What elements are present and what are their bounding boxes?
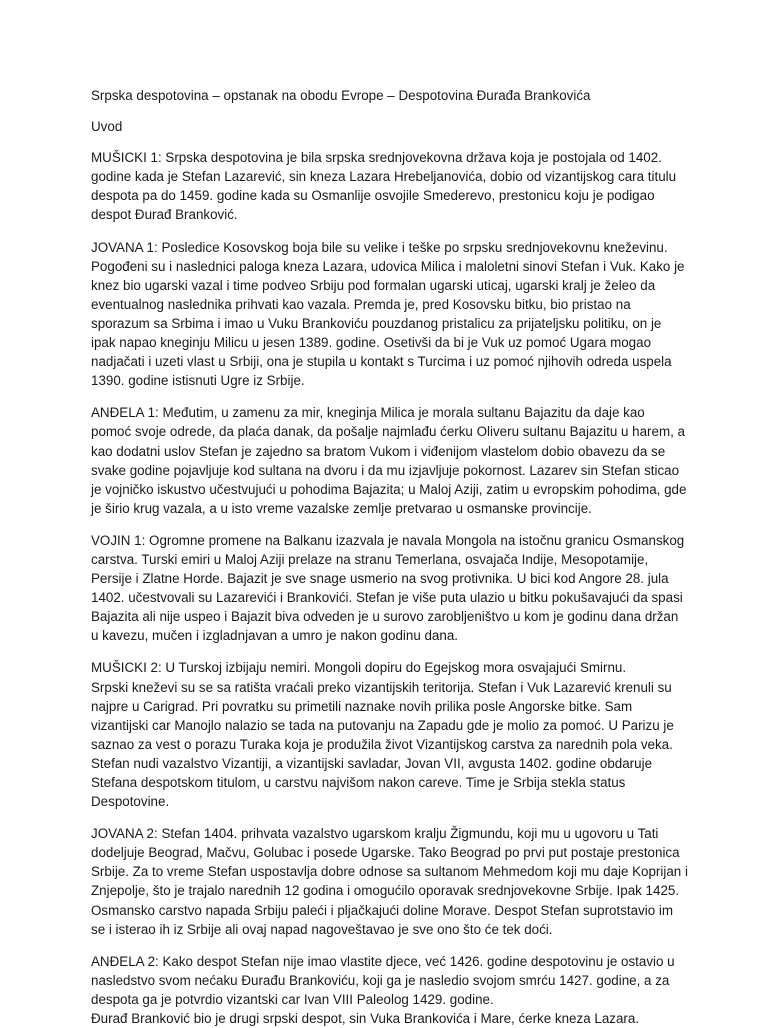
paragraph-andjela-1: ANĐELA 1: Međutim, u zamenu za mir, kneginja Milica je morala sultanu Bajazitu da daje kao pomoć svoje odrede, da plaća danak, da pošalje najmlađu ćerku Oliveru sultanu Bajazitu u harem, a kao dodatni uslov Stefan je zajedno sa bratom Vukom i viđenijom vlastelom dobio obavezu da se svake godine pojavljuje kod sultana na dvoru i da mu izjavljuje pokornost. Lazarev sin Stefan sticao je vojničko iskustvo učestvujući u pohodima Bajazita; u Maloj Aziji, zatim u evropskim pohodima, gde je širio krug vazala, a u isto vreme vazalske zemlje pretvarao u osmanske provincije.: [91, 405, 687, 516]
document-title: Srpska despotovina – opstanak na obodu Evrope – Despotovina Đurađa Brankovića: [91, 88, 591, 103]
paragraph-musicki-1: MUŠICKI 1: Srpska despotovina je bila srpska srednjovekovna država koja je postojala od 1402. godine kada je Stefan Lazarević, sin kneza Lazara Hrebeljanovića, dobio od vizantijskog cara titulu despota pa do 1459. godine kada su Osmanlije osvojile Smederevo, prestonicu koju je podigao despot Đurađ Branković.: [91, 150, 677, 223]
paragraph-andjela-2: ANĐELA 2: Kako despot Stefan nije imao vlastite djece, već 1426. godine despotovinu je ostavio u nasledstvo svom nećaku Đurađu Brankoviću, koji ga je nasledio svojom smrću 1427. godine, a za despota ga je potvrdio vizantski car Ivan VIII Paleolog 1429. godine.: [91, 953, 675, 1007]
paragraph-vojin-1: VOJIN 1: Ogromne promene na Balkanu izazvala je navala Mongola na istočnu granicu Osmanskog carstva. Turski emiri u Maloj Aziji prelaze na stranu Temerlana, osvajača Indije, Mesopotamije, Persije i Zlatne Horde. Bajazit je sve snage usmerio na svog protivnika. U bici kod Angore 28. jula 1402. učestvovali su Lazarevići i Brankovići. Stefan je više puta ulazio u bitku pokušavajući da spasi Bajazita ali nije uspeo i Bajazit biva odveden je u surovo zarobljeništvo u kom je godinu dana držan u kavezu, mučen i izgladnjavan a umro je nakon godinu dana.: [91, 532, 685, 644]
paragraph-jovana-1: JOVANA 1: Posledice Kosovskog boja bile su velike i teške po srpsku srednjovekovnu kneževinu. Pogođeni su i naslednici paloga kneza Lazara, udovica Milica i maloletni sinovi Stefan i Vuk. Kako je knez bio ugarski vazal i time podveo Srbiju pod formalan ugarski uticaj, ugarski kralj je želeo da eventualnog naslednika prihvati kao vazala. Premda je, pred Kosovsku bitku, bio pristao na sporazum sa Srbima i imao u Vuku Brankoviću pouzdanog pristalicu za prijateljsku politiku, on je ipak napao kneginju Milicu u jesen 1389. godine. Osetivši da bi je Vuk uz pomoć Ugara mogao nadjačati i uzeti vlast u Srbiji, ona je stupila u kontakt s Turcima i uz pomoć njihovih odreda uspela 1390. godine istisnuti Ugre iz Srbije.: [91, 239, 685, 389]
paragraph-jovana-2: JOVANA 2: Stefan 1404. prihvata vazalstvo ugarskom kralju Žigmundu, koji mu u ugovoru u Tati dodeljuje Beograd, Mačvu, Golubac i posede Ugarske. Tako Beograd po prvi put postaje prestonica Srbije. Za to vreme Stefan uspostavlja dobre odnose sa sultanom Mehmedom koji mu daje Koprijan i Znjepolje, što je trajalo narednih 12 godina i omogućilo oporavak srednjovekovne Srbije. Ipak 1425. Osmansko carstvo napada Srbiju paleći i pljačkajući doline Morave. Despot Stefan suprotstavio im se i isterao ih iz Srbije ali ovaj napad nagoveštavao je sve ono što će tek doći.: [91, 826, 688, 937]
paragraph-djuradj: Đurađ Branković bio je drugi srpski despot, sin Vuka Brankovića i Mare, ćerke kneza Lazara.: [91, 1011, 640, 1027]
section-heading: Uvod: [91, 119, 123, 135]
paragraph-musicki-2: MUŠICKI 2: U Turskoj izbijaju nemiri. Mongoli dopiru do Egejskog mora osvajajući Smirnu. Srpski kneževi su se sa ratišta vraćali preko vizantijskih teritorija. Stefan i Vuk Lazarević krenuli su najpre u Carigrad. Pri povratku su primetili naznake novih prilika posle Angorske bitke. Sam vizantijski car Manojlo nalazio se tada na putovanju na Zapadu gde je molio za pomoć. U Parizu je saznao za vest o porazu Turaka koja je produžila život Vizantijskog carstva za narednih pola veka. Stefan nudi vazalstvo Vizantiji, a vizantijski savladar, Jovan VII, avgusta 1402. godine obdaruje Stefana despotskom titulom, u carstvu najvišom nakon careve. Time je Srbija stekla status Despotovine.: [91, 660, 674, 810]
